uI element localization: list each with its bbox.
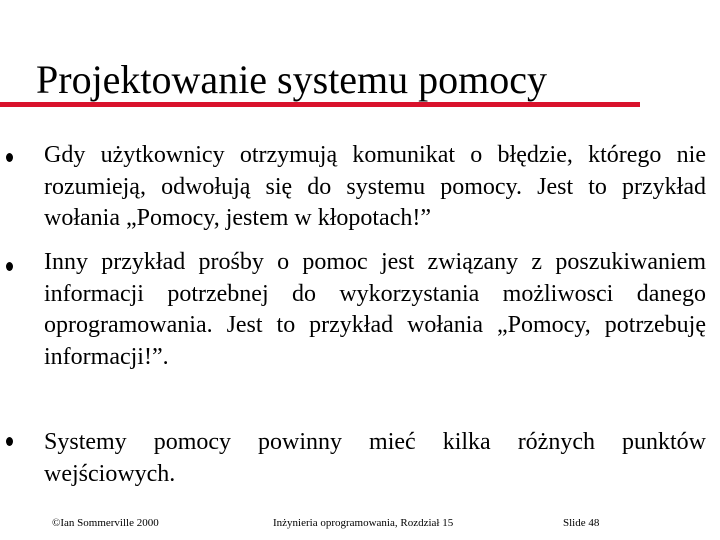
slide-title: Projektowanie systemu pomocy bbox=[36, 57, 548, 102]
footer-copyright: ©Ian Sommerville 2000 bbox=[52, 517, 159, 529]
footer-course: Inżynieria oprogramowania, Rozdział 15 bbox=[273, 517, 454, 529]
bullet-dot-icon bbox=[6, 262, 13, 271]
bullet-dot-icon bbox=[6, 437, 13, 446]
bullet-text: Gdy użytkownicy otrzymują komunikat o błędzie, którego nie rozumieją, odwołują się do systemu pomocy. Jest to przykład wołania „Pomocy, jestem w kłopotach!” bbox=[44, 142, 706, 231]
bullet-dot-icon bbox=[6, 153, 13, 162]
bullet-text: Inny przykład prośby o pomoc jest związany z poszukiwaniem informacji potrzebnej do wykorzystania możliwosci danego oprogramowania. Jest to przykład wołania „Pomocy, potrzebuję informacji!”. bbox=[44, 249, 706, 370]
bullet-text: Systemy pomocy powinny mieć kilka różnych punktów wejściowych. bbox=[44, 429, 706, 487]
footer-slide-number: Slide 48 bbox=[563, 517, 600, 529]
